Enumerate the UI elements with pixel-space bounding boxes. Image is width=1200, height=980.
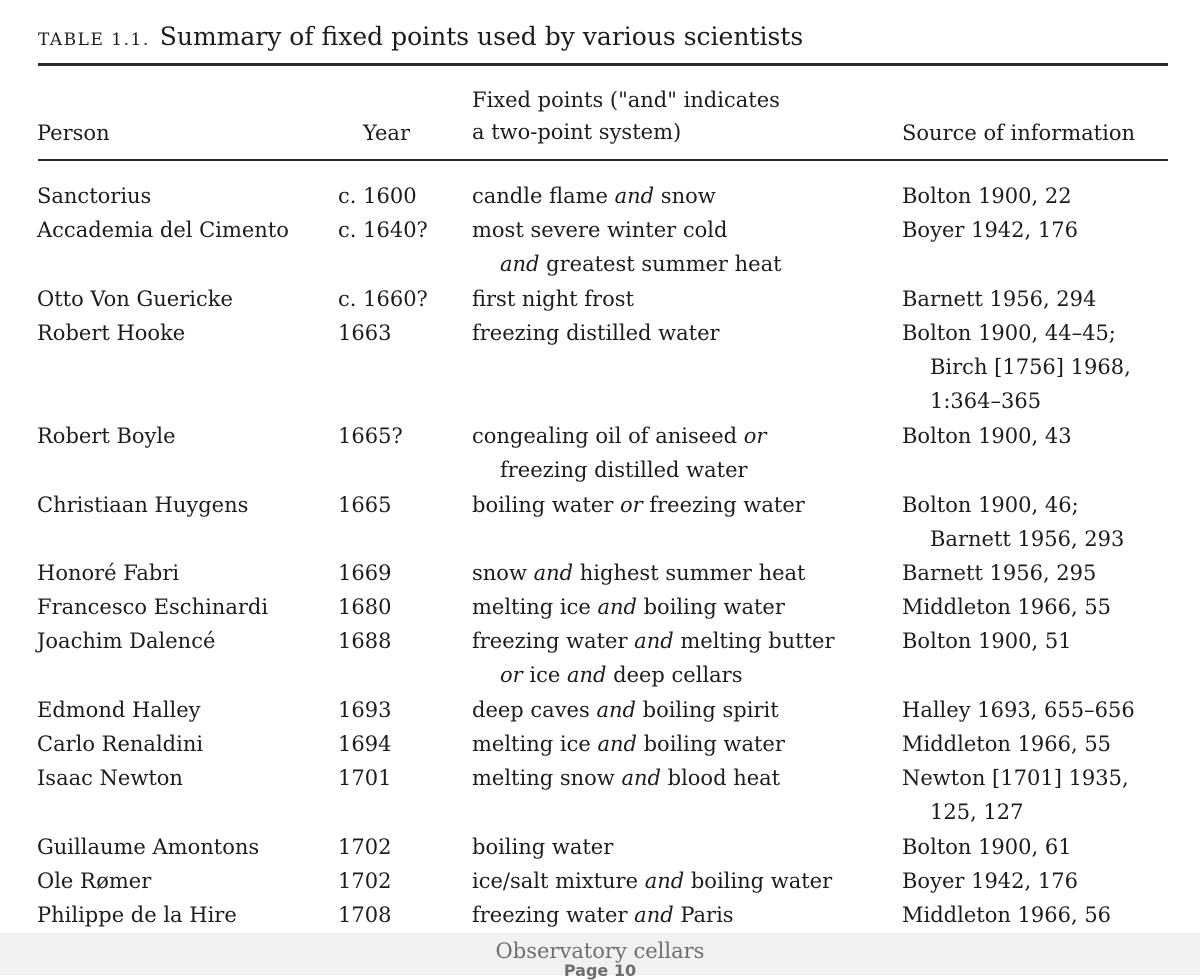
year-cell: 1708 (338, 903, 392, 927)
year-cell: c. 1640? (338, 218, 428, 242)
fixed-points-cell: freezing distilled water (472, 321, 720, 345)
source-cell: Birch [1756] 1968, (930, 355, 1131, 379)
person-cell: Ole Rømer (37, 869, 152, 893)
source-cell: Middleton 1966, 55 (902, 732, 1112, 756)
person-cell: Joachim Dalencé (37, 629, 216, 653)
source-cell: Barnett 1956, 293 (930, 527, 1125, 551)
header-year: Year (362, 121, 410, 145)
person-cell: Robert Boyle (37, 424, 176, 448)
fixed-points-cell: deep caves and boiling spirit (472, 698, 779, 722)
source-cell: Newton [1701] 1935, (902, 766, 1129, 790)
year-cell: 1669 (338, 561, 392, 585)
year-cell: 1702 (338, 835, 392, 859)
top-rule (38, 63, 1168, 66)
continuation-text: Observatory cellars (495, 939, 705, 963)
header-rule (38, 159, 1168, 161)
year-cell: 1665? (338, 424, 403, 448)
header-fixed-points-line2: a two-point system) (472, 120, 682, 144)
year-cell: 1688 (338, 629, 392, 653)
person-cell: Sanctorius (37, 184, 152, 208)
source-cell: Bolton 1900, 43 (902, 424, 1072, 448)
fixed-points-cell: melting ice and boiling water (472, 595, 785, 619)
source-cell: Boyer 1942, 176 (902, 869, 1078, 893)
fixed-points-cell: and greatest summer heat (500, 252, 782, 276)
source-cell: Middleton 1966, 56 (902, 903, 1112, 927)
source-cell: 125, 127 (930, 800, 1024, 824)
person-cell: Christiaan Huygens (37, 493, 249, 517)
person-cell: Robert Hooke (37, 321, 186, 345)
fixed-points-cell: freezing water and Paris (472, 903, 734, 927)
fixed-points-cell: congealing oil of aniseed or (472, 424, 767, 448)
source-cell: Halley 1693, 655–656 (902, 698, 1135, 722)
source-cell: Barnett 1956, 295 (902, 561, 1097, 585)
person-cell: Francesco Eschinardi (37, 595, 269, 619)
header-source: Source of information (902, 121, 1135, 145)
person-cell: Edmond Halley (37, 698, 201, 722)
year-cell: 1663 (338, 321, 392, 345)
fixed-points-cell: candle flame and snow (472, 184, 716, 208)
fixed-points-cell: boiling water or freezing water (472, 493, 805, 517)
year-cell: c. 1600 (338, 184, 417, 208)
page-number: Page 10 (563, 961, 637, 980)
source-cell: Bolton 1900, 61 (902, 835, 1072, 859)
year-cell: c. 1660? (338, 287, 428, 311)
table-caption (38, 22, 803, 51)
person-cell: Philippe de la Hire (37, 903, 237, 927)
year-cell: 1693 (338, 698, 392, 722)
fixed-points-cell: most severe winter cold (472, 218, 728, 242)
source-cell: Middleton 1966, 55 (902, 595, 1112, 619)
year-cell: 1694 (338, 732, 392, 756)
source-cell: Bolton 1900, 22 (902, 184, 1072, 208)
source-cell: Bolton 1900, 51 (902, 629, 1072, 653)
table-label: TABLE 1.1. (38, 30, 150, 50)
person-cell: Otto Von Guericke (37, 287, 233, 311)
person-cell: Isaac Newton (37, 766, 183, 790)
person-cell: Honoré Fabri (37, 561, 180, 585)
fixed-points-cell: boiling water (472, 835, 614, 859)
fixed-points-cell: ice/salt mixture and boiling water (472, 869, 833, 893)
year-cell: 1665 (338, 493, 392, 517)
fixed-points-cell: freezing distilled water (500, 458, 748, 482)
fixed-points-cell: melting ice and boiling water (472, 732, 785, 756)
person-cell: Carlo Renaldini (37, 732, 204, 756)
fixed-points-cell: snow and highest summer heat (472, 561, 806, 585)
header-fixed-points-line1: Fixed points ("and" indicates (472, 88, 780, 112)
person-cell: Accademia del Cimento (37, 218, 289, 242)
source-cell: Bolton 1900, 46; (902, 493, 1079, 517)
table-title: Summary of fixed points used by various scientists (159, 22, 804, 51)
fixed-points-cell: or ice and deep cellars (500, 663, 743, 687)
fixed-points-cell: melting snow and blood heat (472, 766, 781, 790)
source-cell: Bolton 1900, 44–45; (902, 321, 1116, 345)
source-cell: Boyer 1942, 176 (902, 218, 1078, 242)
fixed-points-cell: first night frost (472, 287, 634, 311)
year-cell: 1702 (338, 869, 392, 893)
year-cell: 1701 (338, 766, 392, 790)
header-person: Person (37, 121, 110, 145)
source-cell: 1:364–365 (930, 389, 1042, 413)
source-cell: Barnett 1956, 294 (902, 287, 1097, 311)
fixed-points-cell: freezing water and melting butter (472, 629, 835, 653)
year-cell: 1680 (338, 595, 392, 619)
person-cell: Guillaume Amontons (37, 835, 260, 859)
